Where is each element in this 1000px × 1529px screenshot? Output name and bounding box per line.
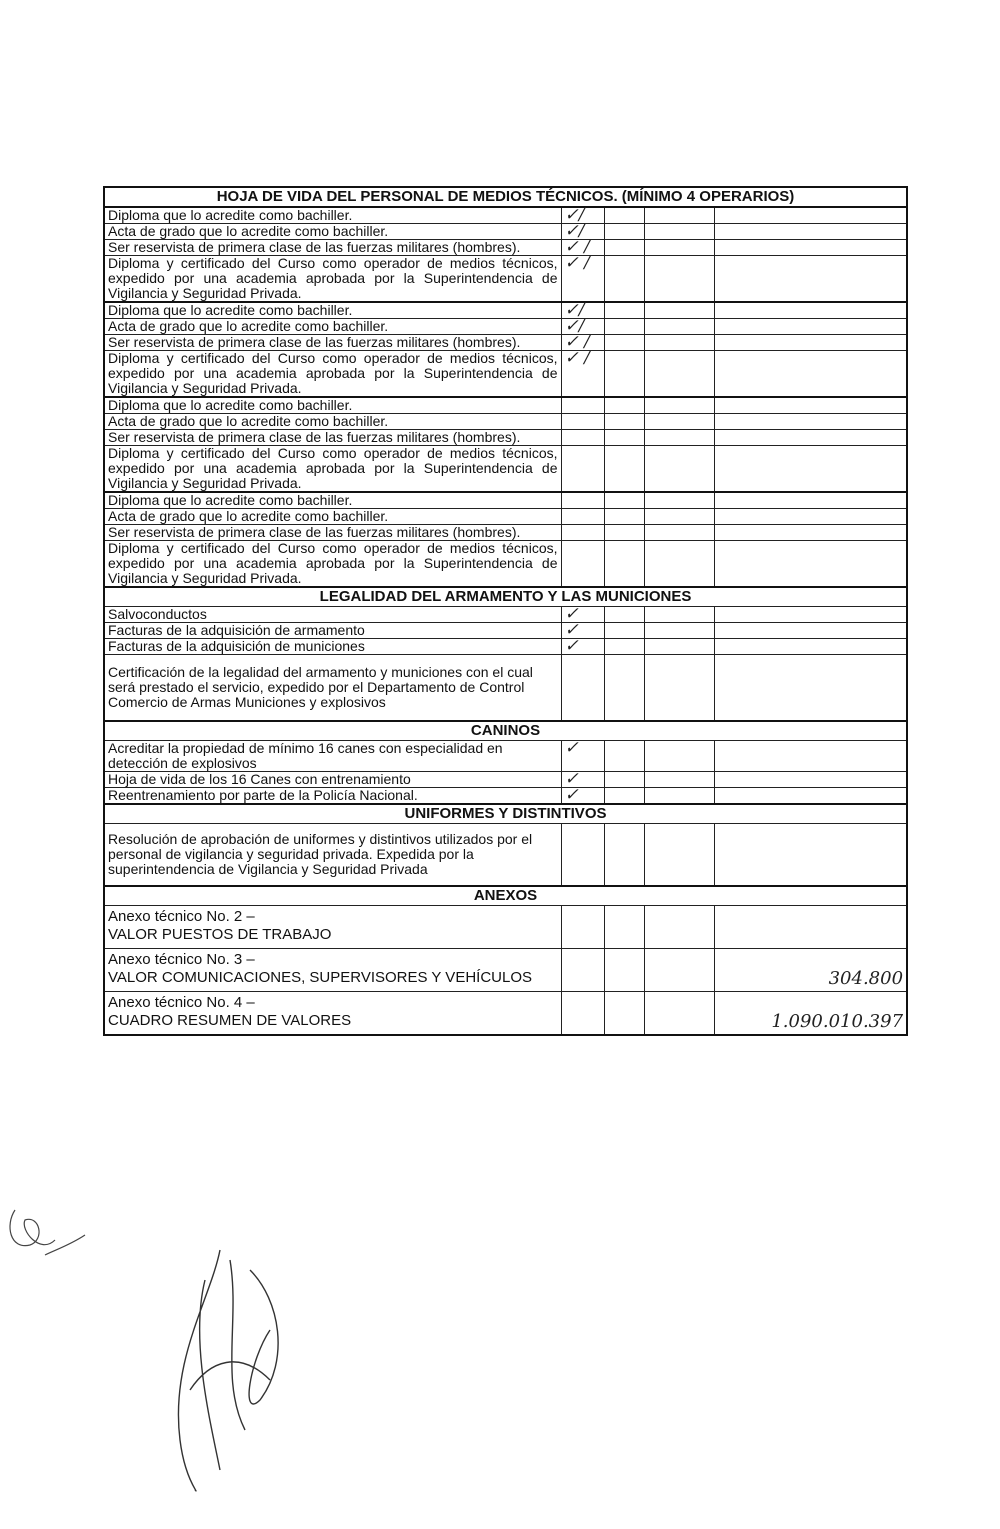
- check-mark: ✓/: [564, 316, 585, 336]
- check-mark: ✓/: [564, 300, 585, 320]
- annex-amount: [714, 992, 907, 1036]
- requirement-text: Diploma y certificado del Curso como operador de medios técnicos, expedido por una academia aprobada por la Superintendencia de Vigilancia y Seguridad Privada.: [104, 541, 561, 588]
- table-row: [104, 992, 907, 1036]
- check-cell: [561, 949, 604, 992]
- table-row: [104, 607, 907, 623]
- score-cell: [644, 240, 714, 256]
- score-cell: [644, 824, 714, 887]
- notes-cell: [714, 492, 907, 509]
- annex-text: [104, 949, 561, 992]
- notes-cell: [714, 772, 907, 788]
- table-row: [104, 741, 907, 772]
- table-row: [104, 541, 907, 588]
- section-header-uniformes-row: [104, 804, 907, 824]
- section-header-caninos-row: [104, 721, 907, 741]
- score-cell: [644, 256, 714, 303]
- notes-cell: [714, 509, 907, 525]
- status-cell: [604, 906, 644, 949]
- requirement-text: Diploma y certificado del Curso como operador de medios técnicos, expedido por una academia aprobada por la Superintendencia de Vigilancia y Seguridad Privada.: [104, 446, 561, 493]
- annex-text: [104, 906, 561, 949]
- status-cell: [604, 992, 644, 1036]
- signature-scribble: [150, 1240, 310, 1500]
- section-header-uniformes: UNIFORMES Y DISTINTIVOS: [104, 804, 907, 824]
- check-cell: [561, 397, 604, 414]
- check-cell: [561, 446, 604, 493]
- table-row: [104, 623, 907, 639]
- score-cell: [644, 525, 714, 541]
- check-cell: [561, 414, 604, 430]
- table-row: [104, 351, 907, 398]
- notes-cell: [714, 319, 907, 335]
- table-row: [104, 655, 907, 722]
- check-cell: [561, 253, 604, 303]
- annex-subtitle: CUADRO RESUMEN DE VALORES: [108, 1012, 352, 1029]
- notes-cell: [714, 240, 907, 256]
- score-cell: [644, 607, 714, 623]
- section-header-anexos: ANEXOS: [104, 886, 907, 906]
- status-cell: [604, 319, 644, 335]
- score-cell: [644, 335, 714, 351]
- score-cell: [644, 541, 714, 588]
- check-mark: ✓ /: [564, 253, 590, 273]
- check-mark: ✓/: [564, 205, 585, 225]
- notes-cell: [714, 639, 907, 655]
- check-cell: [561, 636, 604, 656]
- check-mark: ✓/: [564, 221, 585, 241]
- status-cell: [604, 302, 644, 319]
- status-cell: [604, 351, 644, 398]
- check-mark: ✓ /: [564, 332, 590, 352]
- table-title: HOJA DE VIDA DEL PERSONAL DE MEDIOS TÉCNICOS. (MÍNIMO 4 OPERARIOS): [104, 187, 907, 207]
- status-cell: [604, 414, 644, 430]
- notes-cell: [714, 207, 907, 224]
- check-mark: ✓: [564, 769, 579, 789]
- requirement-text: Diploma que lo acredite como bachiller.: [104, 397, 561, 414]
- notes-cell: [714, 224, 907, 240]
- requirement-text: Acta de grado que lo acredite como bachiller.: [104, 319, 561, 335]
- check-cell: [561, 785, 604, 805]
- table-row: [104, 949, 907, 992]
- score-cell: [644, 772, 714, 788]
- score-cell: [644, 492, 714, 509]
- status-cell: [604, 397, 644, 414]
- notes-cell: [714, 623, 907, 639]
- notes-cell: [714, 655, 907, 722]
- notes-cell: [714, 335, 907, 351]
- score-cell: [644, 207, 714, 224]
- notes-cell: [714, 541, 907, 588]
- table-row: [104, 319, 907, 335]
- annex-title: Anexo técnico No. 4 –: [108, 994, 255, 1011]
- requirement-text: Acta de grado que lo acredite como bachiller.: [104, 224, 561, 240]
- status-cell: [604, 655, 644, 722]
- status-cell: [604, 639, 644, 655]
- check-mark: ✓: [564, 620, 579, 640]
- annex-amount: [714, 906, 907, 949]
- notes-cell: [714, 397, 907, 414]
- requirement-text: Acreditar la propiedad de mínimo 16 canes con especialidad en detección de explosivos: [104, 741, 561, 772]
- requirement-text: Acta de grado que lo acredite como bachiller.: [104, 414, 561, 430]
- check-cell: [561, 738, 604, 772]
- requirement-text: Facturas de la adquisición de armamento: [104, 623, 561, 639]
- score-cell: [644, 992, 714, 1036]
- status-cell: [604, 430, 644, 446]
- requirements-table: [103, 186, 908, 1036]
- table-title-row: [104, 187, 907, 207]
- table-row: [104, 772, 907, 788]
- status-cell: [604, 772, 644, 788]
- requirement-text: Ser reservista de primera clase de las fuerzas militares (hombres).: [104, 525, 561, 541]
- status-cell: [604, 446, 644, 493]
- score-cell: [644, 430, 714, 446]
- score-cell: [644, 509, 714, 525]
- check-cell: [561, 492, 604, 509]
- requirement-text: Resolución de aprobación de uniformes y distintivos utilizados por el personal de vigilancia y seguridad privada. Expedida por la superintendencia de Vigilancia y Seguridad Privada: [104, 824, 561, 887]
- table-row: [104, 525, 907, 541]
- annex-title: Anexo técnico No. 2 –: [108, 908, 255, 925]
- notes-cell: [714, 607, 907, 623]
- score-cell: [644, 655, 714, 722]
- check-mark: ✓: [564, 604, 579, 624]
- status-cell: [604, 788, 644, 805]
- score-cell: [644, 446, 714, 493]
- check-mark: ✓ /: [564, 237, 590, 257]
- score-cell: [644, 741, 714, 772]
- status-cell: [604, 824, 644, 887]
- section-header-caninos: CANINOS: [104, 721, 907, 741]
- score-cell: [644, 302, 714, 319]
- annex-subtitle: VALOR COMUNICACIONES, SUPERVISORES Y VEHÍCULOS: [108, 969, 532, 986]
- table-row: [104, 446, 907, 493]
- table-row: [104, 397, 907, 414]
- requirement-text: Ser reservista de primera clase de las fuerzas militares (hombres).: [104, 335, 561, 351]
- table-row: [104, 224, 907, 240]
- status-cell: [604, 256, 644, 303]
- check-cell: [561, 906, 604, 949]
- score-cell: [644, 788, 714, 805]
- score-cell: [644, 224, 714, 240]
- score-cell: [644, 639, 714, 655]
- annex-title: Anexo técnico No. 3 –: [108, 951, 255, 968]
- table-row: [104, 788, 907, 805]
- annex-text: [104, 992, 561, 1036]
- score-cell: [644, 949, 714, 992]
- notes-cell: [714, 824, 907, 887]
- table-row: [104, 639, 907, 655]
- requirement-text: Certificación de la legalidad del armamento y municiones con el cual será prestado el servicio, expedido por el Departamento de Control Comercio de Armas Municiones y explosivos: [104, 655, 561, 722]
- requirement-text: Diploma que lo acredite como bachiller.: [104, 302, 561, 319]
- notes-cell: [714, 788, 907, 805]
- check-cell: [561, 430, 604, 446]
- table-row: [104, 302, 907, 319]
- requirement-text: Diploma que lo acredite como bachiller.: [104, 207, 561, 224]
- status-cell: [604, 207, 644, 224]
- status-cell: [604, 949, 644, 992]
- check-cell: [561, 992, 604, 1036]
- table-row: [104, 430, 907, 446]
- notes-cell: [714, 741, 907, 772]
- requirement-text: Diploma y certificado del Curso como operador de medios técnicos, expedido por una academia aprobada por la Superintendencia de Vigilancia y Seguridad Privada.: [104, 256, 561, 303]
- check-cell: [561, 348, 604, 398]
- check-mark: ✓: [564, 738, 579, 758]
- table-row: [104, 335, 907, 351]
- check-cell: [561, 509, 604, 525]
- notes-cell: [714, 446, 907, 493]
- status-cell: [604, 240, 644, 256]
- notes-cell: [714, 302, 907, 319]
- notes-cell: [714, 351, 907, 398]
- annex-amount: [714, 949, 907, 992]
- table-row: [104, 906, 907, 949]
- check-cell: [561, 541, 604, 588]
- status-cell: [604, 525, 644, 541]
- requirement-text: Hoja de vida de los 16 Canes con entrenamiento: [104, 772, 561, 788]
- section-header-legalidad-row: [104, 587, 907, 607]
- score-cell: [644, 623, 714, 639]
- status-cell: [604, 607, 644, 623]
- table-row: [104, 207, 907, 224]
- score-cell: [644, 319, 714, 335]
- check-cell: [561, 824, 604, 887]
- score-cell: [644, 414, 714, 430]
- check-cell: [561, 525, 604, 541]
- score-cell: [644, 397, 714, 414]
- section-header-anexos-row: [104, 886, 907, 906]
- check-cell: [561, 655, 604, 722]
- status-cell: [604, 224, 644, 240]
- status-cell: [604, 492, 644, 509]
- status-cell: [604, 335, 644, 351]
- handwritten-amount: 1.090.010.397: [771, 1011, 904, 1032]
- table-row: [104, 509, 907, 525]
- notes-cell: [714, 525, 907, 541]
- requirement-text: Diploma que lo acredite como bachiller.: [104, 492, 561, 509]
- table-row: [104, 240, 907, 256]
- notes-cell: [714, 430, 907, 446]
- notes-cell: [714, 414, 907, 430]
- requirement-text: Reentrenamiento por parte de la Policía Nacional.: [104, 788, 561, 805]
- status-cell: [604, 741, 644, 772]
- score-cell: [644, 906, 714, 949]
- requirement-text: Salvoconductos: [104, 607, 561, 623]
- check-mark: ✓: [564, 785, 579, 805]
- status-cell: [604, 509, 644, 525]
- check-mark: ✓ /: [564, 348, 590, 368]
- handwritten-amount: 304.800: [828, 968, 904, 989]
- requirement-text: Facturas de la adquisición de municiones: [104, 639, 561, 655]
- requirement-text: Diploma y certificado del Curso como operador de medios técnicos, expedido por una academia aprobada por la Superintendencia de Vigilancia y Seguridad Privada.: [104, 351, 561, 398]
- notes-cell: [714, 256, 907, 303]
- table-row: [104, 492, 907, 509]
- section-header-legalidad: LEGALIDAD DEL ARMAMENTO Y LAS MUNICIONES: [104, 587, 907, 607]
- table-row: [104, 414, 907, 430]
- requirement-text: Acta de grado que lo acredite como bachiller.: [104, 509, 561, 525]
- annex-subtitle: VALOR PUESTOS DE TRABAJO: [108, 926, 332, 943]
- status-cell: [604, 541, 644, 588]
- status-cell: [604, 623, 644, 639]
- score-cell: [644, 351, 714, 398]
- requirement-text: Ser reservista de primera clase de las fuerzas militares (hombres).: [104, 240, 561, 256]
- requirement-text: Ser reservista de primera clase de las fuerzas militares (hombres).: [104, 430, 561, 446]
- table-row: [104, 824, 907, 887]
- table-row: [104, 256, 907, 303]
- initials-mark: [0, 1195, 100, 1285]
- check-mark: ✓: [564, 636, 579, 656]
